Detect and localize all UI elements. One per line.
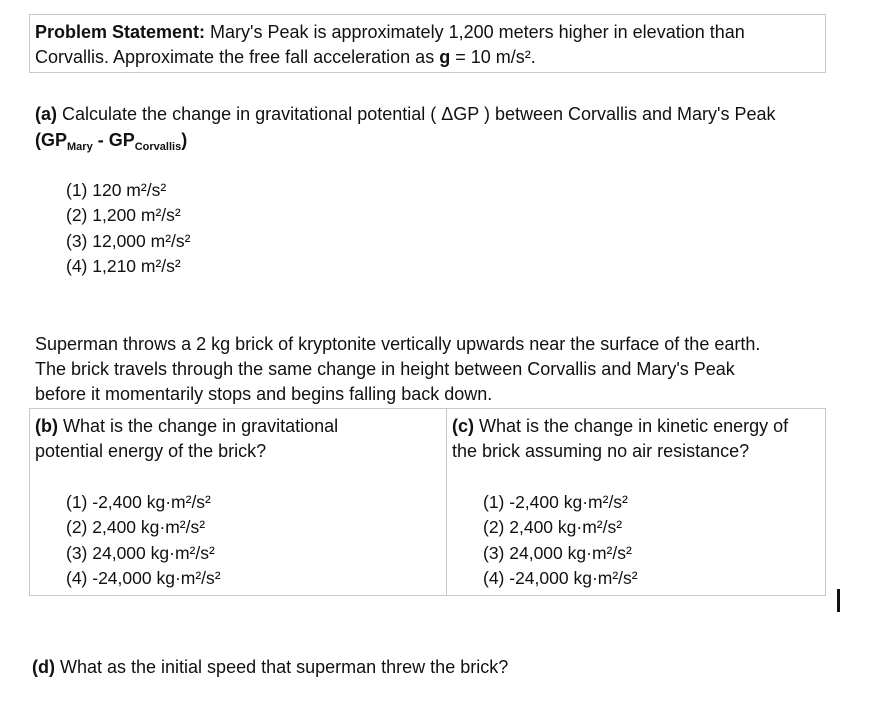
problem-statement-label: Problem Statement: bbox=[35, 22, 206, 42]
part-c-label: (c) bbox=[452, 416, 474, 436]
part-a-option-4[interactable]: (4) 1,210 m²/s² bbox=[66, 256, 181, 276]
part-b-option-1[interactable]: (1) -2,400 kg·m²/s² bbox=[66, 492, 211, 512]
part-c-question-line-2: the brick assuming no air resistance? bbox=[452, 441, 750, 461]
part-c-option-1[interactable]: (1) -2,400 kg·m²/s² bbox=[483, 492, 628, 512]
part-a-option-1[interactable]: (1) 120 m²/s² bbox=[66, 180, 167, 200]
part-c-option-2[interactable]: (2) 2,400 kg·m²/s² bbox=[483, 517, 623, 537]
part-b-option-3[interactable]: (3) 24,000 kg·m²/s² bbox=[66, 543, 215, 563]
part-a-label: (a) bbox=[35, 104, 57, 124]
part-a-option-2[interactable]: (2) 1,200 m²/s² bbox=[66, 205, 181, 225]
part-c-question-line-1: (c) What is the change in kinetic energy of bbox=[452, 416, 789, 436]
text-cursor bbox=[837, 589, 840, 612]
part-a-question-line-1: (a) Calculate the change in gravitational potential ( ΔGP ) between Corvallis and Mary's Peak bbox=[35, 104, 776, 124]
superman-paragraph-line-3: before it momentarily stops and begins falling back down. bbox=[35, 384, 493, 404]
superman-paragraph-line-1: Superman throws a 2 kg brick of kryptonite vertically upwards near the surface of the earth. bbox=[35, 334, 761, 354]
part-d-question: (d) What as the initial speed that superman threw the brick? bbox=[32, 657, 509, 677]
part-c-option-3[interactable]: (3) 24,000 kg·m²/s² bbox=[483, 543, 632, 563]
parts-b-c-divider bbox=[446, 408, 447, 596]
superman-paragraph-line-2: The brick travels through the same change in height between Corvallis and Mary's Peak bbox=[35, 359, 735, 379]
part-b-label: (b) bbox=[35, 416, 58, 436]
part-a-question-line-2: $(GP_{Mary} - GP_{Corvallis})$ bbox=[35, 130, 188, 153]
part-b-option-2[interactable]: (2) 2,400 kg·m²/s² bbox=[66, 517, 206, 537]
part-b-option-4[interactable]: (4) -24,000 kg·m²/s² bbox=[66, 568, 221, 588]
part-b-question-line-2: potential energy of the brick? bbox=[35, 441, 267, 461]
part-d-label: (d) bbox=[32, 657, 55, 677]
part-a-option-3[interactable]: (3) 12,000 m²/s² bbox=[66, 231, 191, 251]
part-b-question-line-1: (b) What is the change in gravitational bbox=[35, 416, 339, 436]
problem-statement-line-2: Corvallis. Approximate the free fall acceleration as g = 10 m/s². bbox=[35, 47, 536, 67]
problem-statement-line-1: Problem Statement: Mary's Peak is approximately 1,200 meters higher in elevation than bbox=[35, 22, 745, 42]
part-c-option-4[interactable]: (4) -24,000 kg·m²/s² bbox=[483, 568, 638, 588]
